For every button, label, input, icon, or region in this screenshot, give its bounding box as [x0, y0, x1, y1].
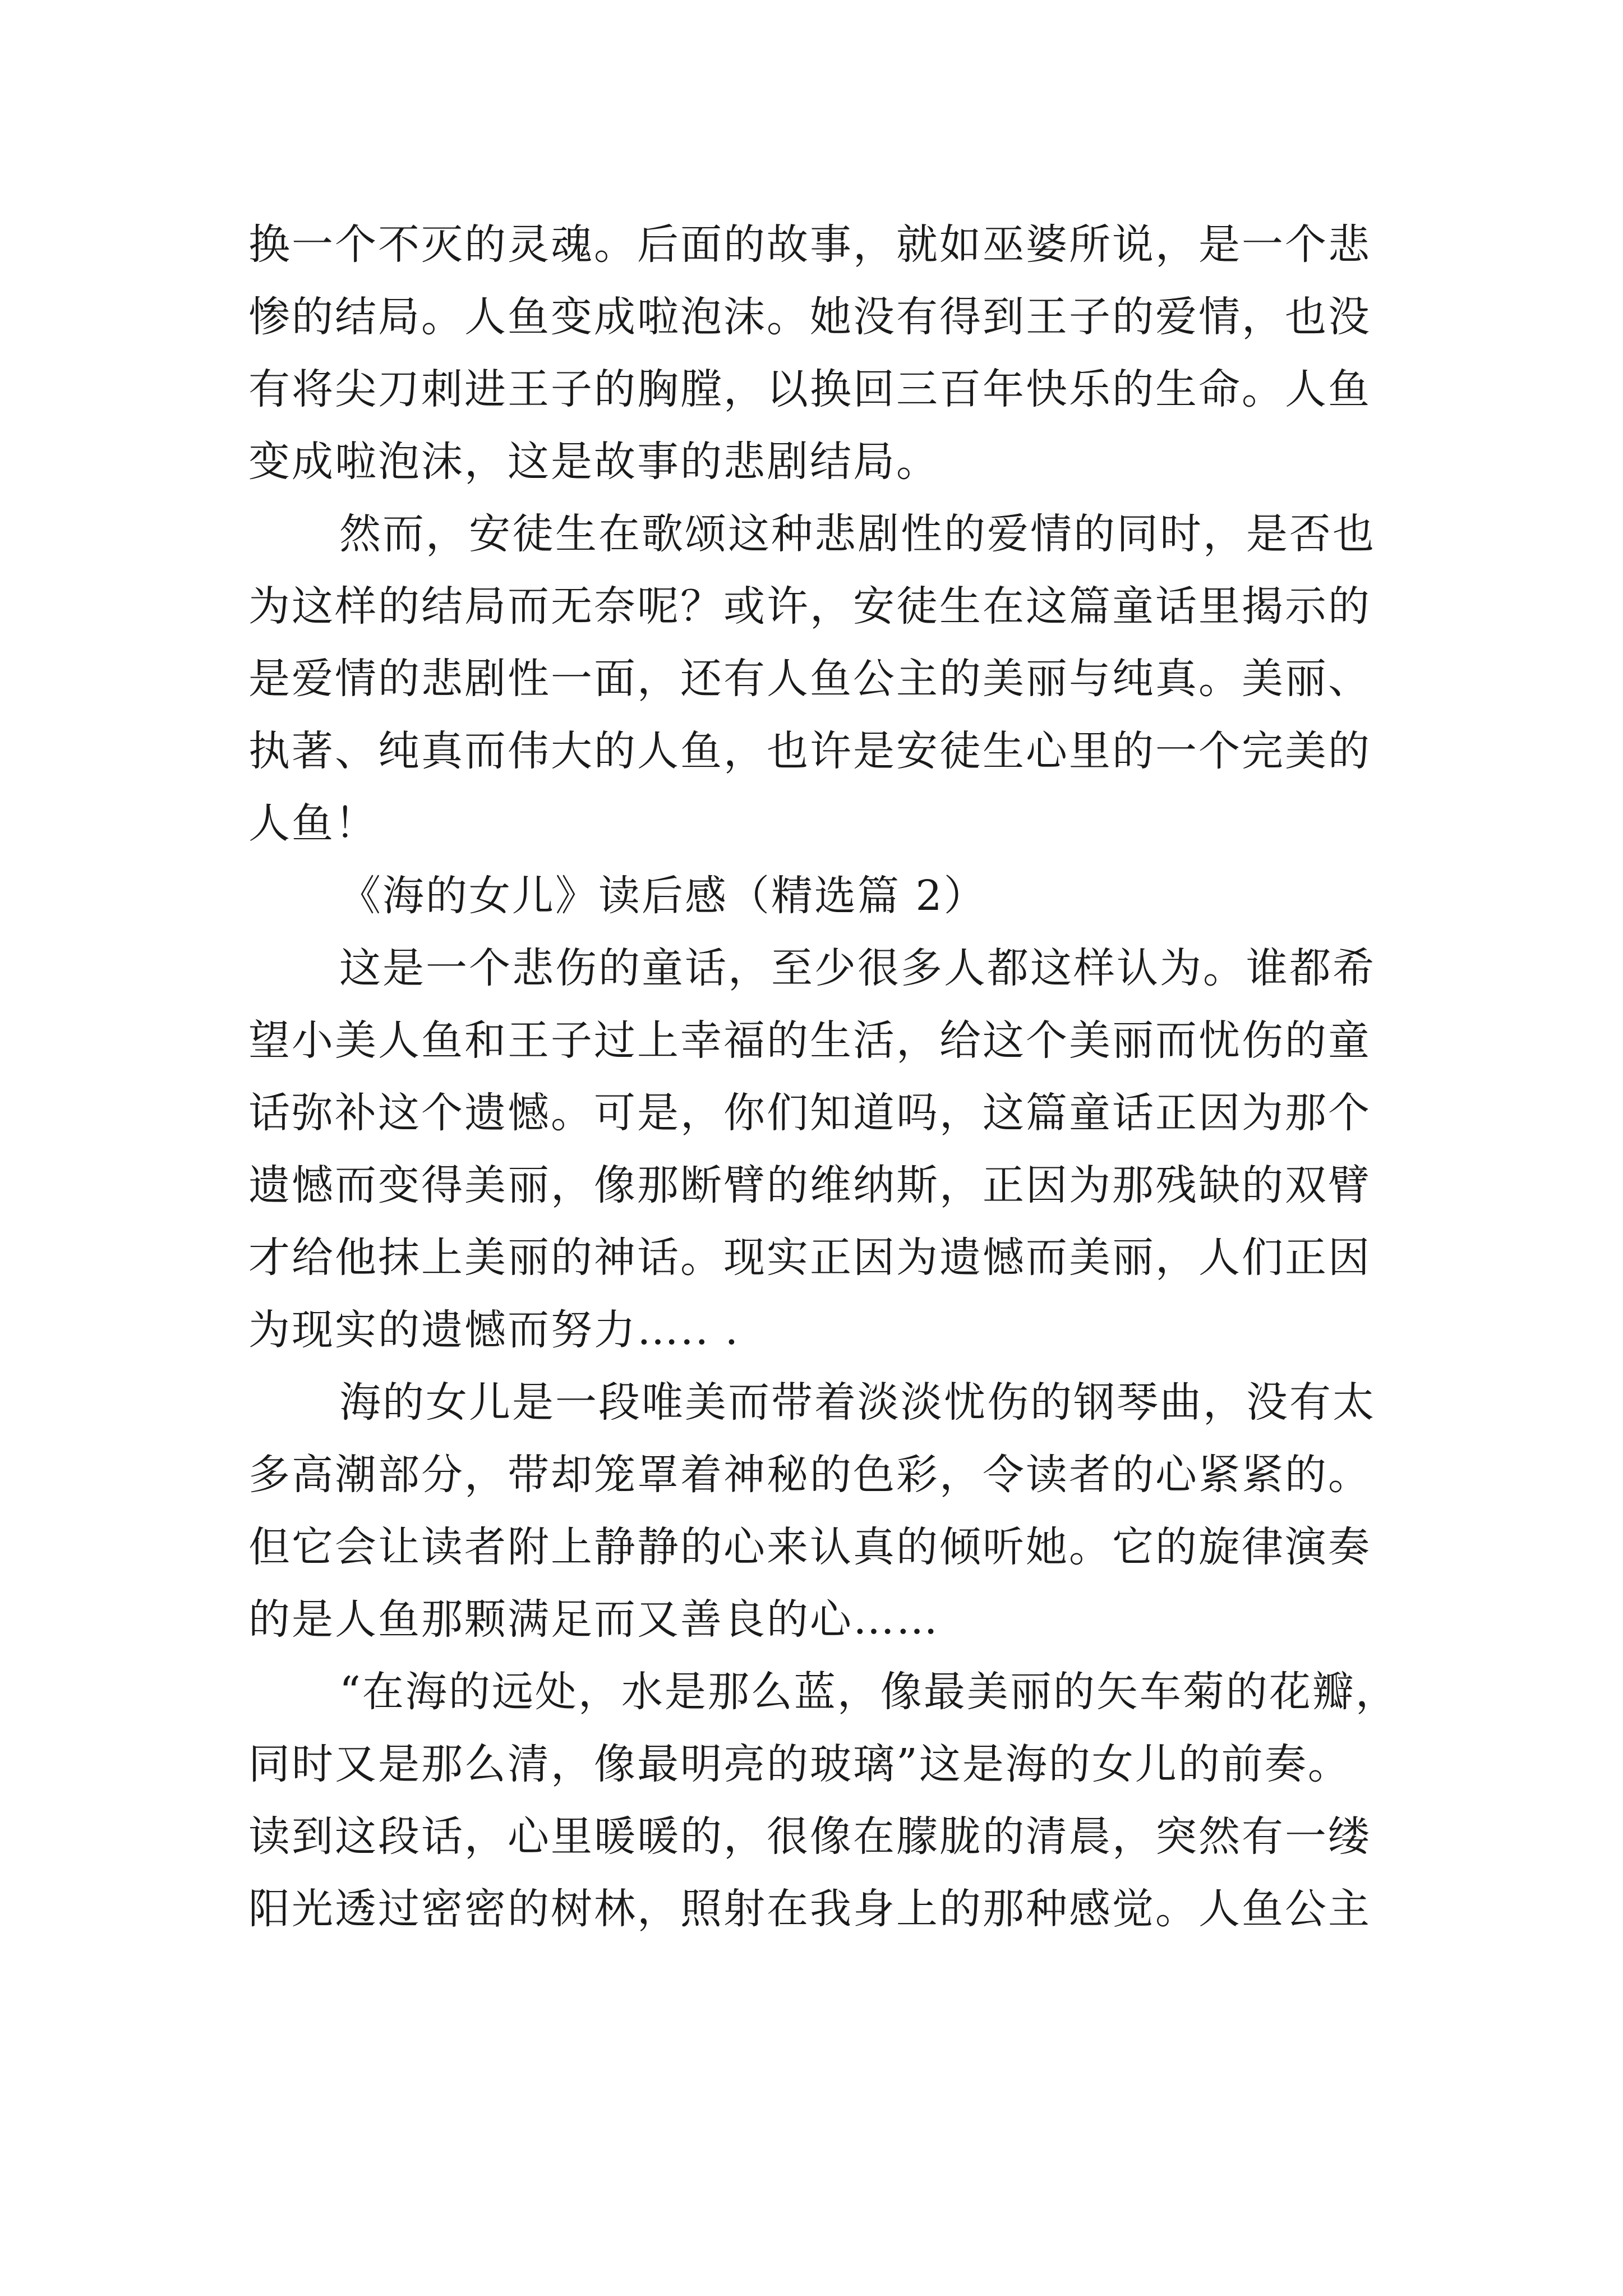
text-line: 遗憾而变得美丽，像那断臂的维纳斯，正因为那残缺的双臂 — [248, 1161, 1371, 1209]
text-line: 为现实的遗憾而努力….. . — [248, 1306, 740, 1354]
text-line: 《海的女儿》读后感（精选篇 2） — [339, 872, 987, 920]
text-line: 有将尖刀刺进王子的胸膛，以换回三百年快乐的生命。人鱼 — [248, 365, 1371, 413]
text-line: 然而，安徒生在歌颂这种悲剧性的爱情的同时，是否也 — [339, 510, 1376, 558]
text-line: 望小美人鱼和王子过上幸福的生活，给这个美丽而忧伤的童 — [248, 1016, 1371, 1065]
text-line: 执著、纯真而伟大的人鱼，也许是安徒生心里的一个完美的 — [248, 727, 1371, 775]
text-line: 换一个不灭的灵魂。后面的故事，就如巫婆所说，是一个悲 — [248, 220, 1371, 269]
text-line: 为这样的结局而无奈呢？或许，安徒生在这篇童话里揭示的 — [248, 582, 1371, 631]
text-line: 多高潮部分，带却笼罩着神秘的色彩，令读者的心紧紧的。 — [248, 1451, 1371, 1499]
text-line: 惨的结局。人鱼变成啦泡沫。她没有得到王子的爱情，也没 — [248, 293, 1371, 341]
text-line: 人鱼！ — [248, 799, 378, 848]
text-line: 阳光透过密密的树林，照射在我身上的那种感觉。人鱼公主 — [248, 1885, 1371, 1933]
text-line: 但它会让读者附上静静的心来认真的倾听她。它的旋律演奏 — [248, 1523, 1371, 1571]
text-line: 这是一个悲伤的童话，至少很多人都这样认为。谁都希 — [339, 944, 1376, 992]
text-line: 话弥补这个遗憾。可是，你们知道吗，这篇童话正因为那个 — [248, 1089, 1371, 1137]
text-line: 是爱情的悲剧性一面，还有人鱼公主的美丽与纯真。美丽、 — [248, 655, 1371, 703]
text-line: “在海的远处，水是那么蓝，像最美丽的矢车菊的花瓣， — [339, 1668, 1399, 1716]
text-line: 海的女儿是一段唯美而带着淡淡忧伤的钢琴曲，没有太 — [339, 1378, 1376, 1427]
text-line: 才给他抹上美丽的神话。现实正因为遗憾而美丽，人们正因 — [248, 1234, 1371, 1282]
text-line: 的是人鱼那颗满足而又善良的心…… — [248, 1595, 939, 1644]
text-line: 变成啦泡沫，这是故事的悲剧结局。 — [248, 438, 939, 486]
text-line: 读到这段话，心里暖暖的，很像在朦胧的清晨，突然有一缕 — [248, 1812, 1371, 1861]
document-body — [248, 209, 1399, 1945]
text-line: 同时又是那么清，像最明亮的玻璃”这是海的女儿的前奏。 — [248, 1740, 1351, 1788]
